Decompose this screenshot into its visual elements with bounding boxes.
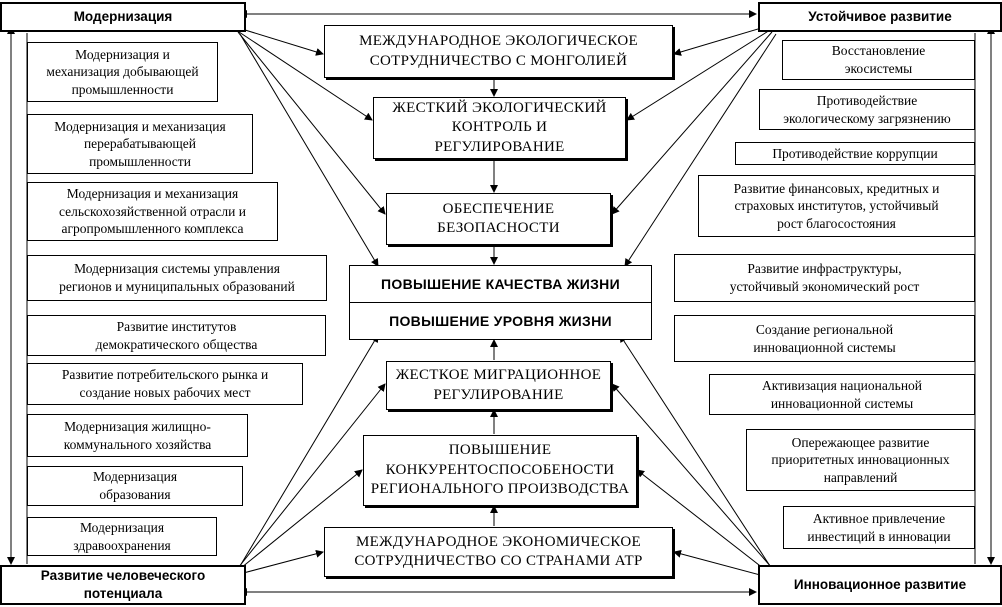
left-item-label: Модернизация и механизация перерабатывающей промышленности <box>54 118 226 169</box>
right-item-regional-innovation <box>674 315 975 362</box>
left-item-label: Развитие институтов демократического общества <box>95 318 258 352</box>
corner-innovative-development-label: Инновационное развитие <box>793 577 967 593</box>
left-item-education <box>27 466 243 506</box>
corner-human-potential-label: Развитие человеческого потенциала <box>40 568 206 601</box>
right-item-label: Активизация национальной инновационной системы <box>761 377 923 411</box>
corner-human-potential <box>0 565 246 605</box>
box-migration-regulation-label: ЖЕСТКОЕ МИГРАЦИОННОЕ РЕГУЛИРОВАНИЕ <box>395 367 602 403</box>
box-security <box>386 193 611 245</box>
box-standard-of-living <box>349 302 652 340</box>
left-item-healthcare <box>27 517 217 556</box>
box-quality-of-life <box>349 265 652 303</box>
left-item-label: Модернизация и механизация сельскохозяйственной отрасли и агропромышленного комплекса <box>59 186 246 237</box>
right-item-label: Активное привлечение инвестиций в инновации <box>807 510 951 544</box>
left-item-mining <box>27 42 218 102</box>
box-quality-of-life-label: ПОВЫШЕНИЕ КАЧЕСТВА ЖИЗНИ <box>381 275 620 292</box>
right-item-label: Опережающее развитие приоритетных инновационных направлений <box>771 434 950 485</box>
right-item-priority-innovation <box>746 429 975 491</box>
right-item-financial-institutions <box>698 175 975 237</box>
right-item-label: Восстановление экосистемы <box>831 43 926 76</box>
box-ecological-cooperation-mongolia <box>324 25 673 78</box>
box-regional-competitiveness <box>363 435 637 506</box>
left-item-governance <box>27 255 327 301</box>
left-item-agriculture <box>27 182 278 241</box>
corner-modernization-label: Модернизация <box>73 9 173 25</box>
left-item-label: Модернизация системы управления регионов и муниципальных образований <box>59 261 295 294</box>
box-ecological-control <box>373 97 626 159</box>
box-ecological-cooperation-mongolia-label: МЕЖДУНАРОДНОЕ ЭКОЛОГИЧЕСКОЕ СОТРУДНИЧЕСТВО С МОНГОЛИЕЙ <box>359 33 638 69</box>
right-item-infrastructure <box>674 254 975 302</box>
left-item-label: Модернизация жилищно- коммунального хозяйства <box>63 418 212 452</box>
right-item-corruption <box>735 142 975 165</box>
right-item-label: Развитие финансовых, кредитных и страховых институтов, устойчивый рост благосостояния <box>733 180 940 231</box>
box-economic-cooperation-apr <box>324 527 673 577</box>
left-item-label: Модернизация здравоохранения <box>73 519 171 553</box>
corner-sustainable-development-label: Устойчивое развитие <box>808 9 952 25</box>
box-ecological-control-label: ЖЕСТКИЙ ЭКОЛОГИЧЕСКИЙ КОНТРОЛЬ И РЕГУЛИРОВАНИЕ <box>392 99 607 155</box>
box-security-label: ОБЕСПЕЧЕНИЕ БЕЗОПАСНОСТИ <box>437 200 560 236</box>
right-item-label: Создание региональной инновационной системы <box>753 321 896 355</box>
left-item-processing <box>27 114 253 174</box>
box-economic-cooperation-apr-label: МЕЖДУНАРОДНОЕ ЭКОНОМИЧЕСКОЕ СОТРУДНИЧЕСТВО СО СТРАНАМИ АТР <box>354 533 643 569</box>
left-item-democratic-institutions <box>27 315 326 356</box>
right-item-national-innovation <box>709 374 975 415</box>
corner-sustainable-development <box>758 2 1002 32</box>
left-item-consumer-market <box>27 363 303 405</box>
right-item-pollution <box>759 89 975 130</box>
left-item-label: Модернизация образования <box>92 469 178 502</box>
left-item-housing <box>27 414 248 457</box>
corner-modernization <box>0 2 246 32</box>
right-item-investment <box>783 506 975 549</box>
left-item-label: Модернизация и механизация добывающей промышленности <box>46 46 199 97</box>
box-migration-regulation <box>386 361 611 410</box>
right-item-label: Противодействие экологическому загрязнению <box>783 92 951 126</box>
right-item-label: Противодействие коррупции <box>772 145 938 161</box>
box-standard-of-living-label: ПОВЫШЕНИЕ УРОВНЯ ЖИЗНИ <box>389 312 612 329</box>
box-regional-competitiveness-label: ПОВЫШЕНИЕ КОНКУРЕНТОСПОСОБЕНОСТИ РЕГИОНАЛЬНОГО ПРОИЗВОДСТВА <box>370 442 630 498</box>
right-item-label: Развитие инфраструктуры, устойчивый экономический рост <box>729 261 920 294</box>
corner-innovative-development <box>758 565 1002 605</box>
left-item-label: Развитие потребительского рынка и создание новых рабочих мест <box>61 367 269 400</box>
right-item-ecosystem <box>782 40 975 80</box>
